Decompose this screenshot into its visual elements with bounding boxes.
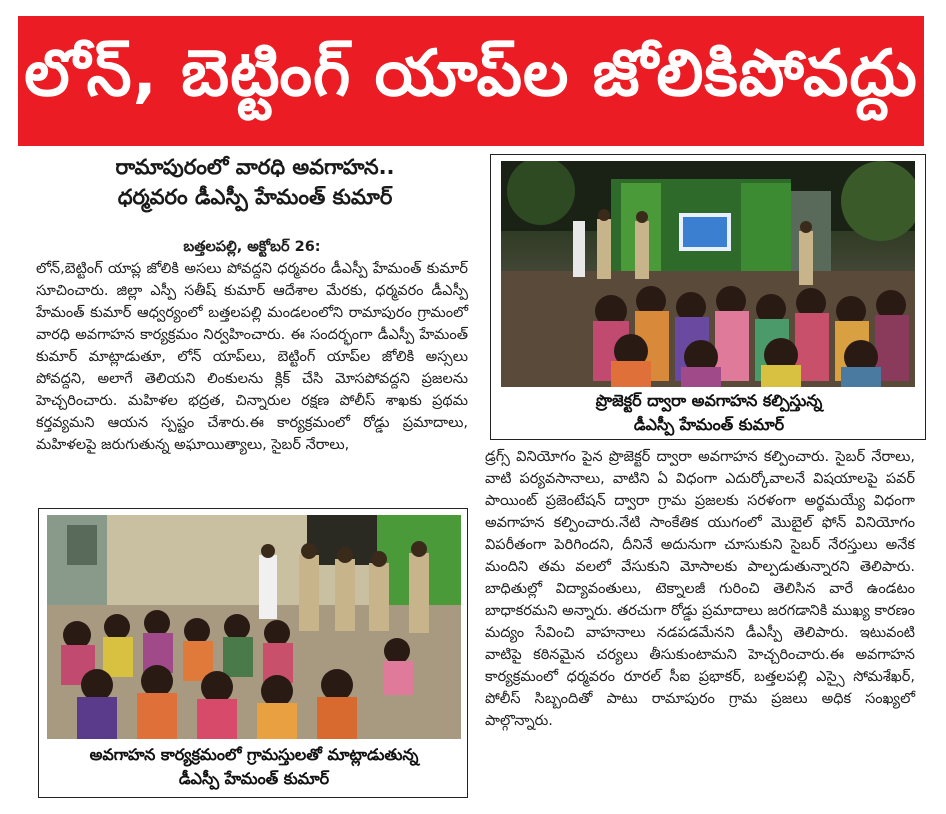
villagers-meeting-illustration bbox=[47, 515, 461, 739]
subheadline bbox=[30, 152, 480, 212]
headline-banner bbox=[18, 16, 924, 146]
column2-text: డ్రగ్స్ వినియోగం పైన ప్రొజెక్టర్ ద్వారా అవగాహన కల్పించారు. సైబర్ నేరాలు, వాటి పర్యవసానాలు, వాటిని ఏ విధంగా ఎదుర్కోవాలనే విషయాలపై పవర్ పాయింట్ ప్రజెంటేషన్ ద్వారా గ్రామ ప్రజలకు సరళంగా అర్థమయ్యే విధంగా అవగాహన కల్పించారు.నేటి సాంకేతిక యుగంలో మొబైల్ ఫోన్ వినియోగం విపరీతంగా పెరిగిందని, దీనినే అదునుగా చూసుకుని సైబర్ నేరస్తులు అనేక మందిని తమ వలలో వేసుకుని మోసాలకు పాల్పడుతున్నారని తెలిపారు. బాధితుల్లో విద్యావంతులు, టెక్నాలజీ గురించి తెలిసిన వారే ఉండటం బాధాకరమని అన్నారు. తరచుగా రోడ్డు ప్రమాదాలు జరగడానికి ముఖ్య కారణం మద్యం సేవించి వాహనాలు నడపడమేనని డీఎస్పీ తెలిపారు. ఇటువంటి వాటిపై కఠినమైన చర్యలు తీసుకుంటామని హెచ్చరించారు.ఈ అవగాహన కార్యక్రమంలో ధర్మవరం రూరల్ సీఐ ప్రభాకర్, బత్తలపల్లి ఎస్సై సోమశేఖర్, పోలీస్ సిబ్బందితో పాటు రామాపురం గ్రామ ప్రజలు అధిక సంఖ్యలో పాల్గొన్నారు. bbox=[485, 449, 915, 729]
photo2-frame bbox=[38, 508, 468, 798]
photo1-frame bbox=[490, 154, 926, 440]
subheadline-line2: ధర్మవరం డీఎస్పీ హేమంత్ కుమార్ bbox=[117, 185, 393, 209]
column1-text: లోన్,బెట్టింగ్ యాప్ల జోలికి అసలు పోవద్దని ధర్మవరం డీఎస్పీ హేమంత్ కుమార్ సూచించారు. జిల్లా ఎస్పీ సతీష్ కుమార్ ఆదేశాల మేరకు, ధర్మవరం డీఎస్పీ హేమంత్ కుమార్ ఆధ్వర్యంలో బత్తలపల్లి మండలంలోని రామాపురం గ్రామంలో వారధి అవగాహన కార్యక్రమం నిర్వహించారు. ఈ సందర్భంగా డీఎస్పీ హేమంత్ కుమార్ మాట్లాడుతూ, లోన్ యాప్‌లు, బెట్టింగ్ యాప్‌ల జోలికి అస్సలు పోవద్దని, అలాగే తెలియని లింకులను క్లిక్ చేసి మోసపోవద్దని ప్రజలను హెచ్చరించారు. మహిళల భద్రత, చిన్నారుల రక్షణ పోలీస్ శాఖకు ప్రథమ కర్తవ్యమని ఆయన స్పష్టం చేశారు.ఈ కార్యక్రమంలో రోడ్డు ప్రమాదాలు, మహిళలపై జరుగుతున్న అఘాయిత్యాలు, సైబర్ నేరాలు, bbox=[36, 261, 468, 453]
photo1-caption-line2: డీఎస్పీ హేమంత్ కుమార్ bbox=[633, 415, 785, 434]
photo1-caption bbox=[491, 389, 927, 437]
headline: లోన్, బెట్టింగ్ యాప్‌ల జోలికిపోవద్దు bbox=[24, 36, 918, 111]
photo2-caption-line2: డీఎస్పీ హేమంత్ కుమార్ bbox=[178, 769, 330, 788]
photo2-caption bbox=[39, 743, 469, 791]
photo1-caption-line1: ప్రొజెక్టర్ ద్వారా అవగాహన కల్పిస్తున్న bbox=[595, 391, 823, 410]
projector-session-photo bbox=[501, 161, 915, 387]
photo2-caption-line1: అవగాహన కార్యక్రమంలో గ్రామస్తులతో మాట్లాడుతున్న bbox=[89, 745, 419, 764]
dateline: బత్తలపల్లి, అక్టోబర్ 26: bbox=[183, 239, 321, 255]
article-column-2 bbox=[485, 446, 915, 732]
subheadline-line1: రామాపురంలో వారధి అవగాహన.. bbox=[115, 155, 395, 179]
projector-session-illustration bbox=[501, 161, 915, 387]
article-column-1 bbox=[36, 236, 468, 456]
villagers-meeting-photo bbox=[47, 515, 461, 739]
